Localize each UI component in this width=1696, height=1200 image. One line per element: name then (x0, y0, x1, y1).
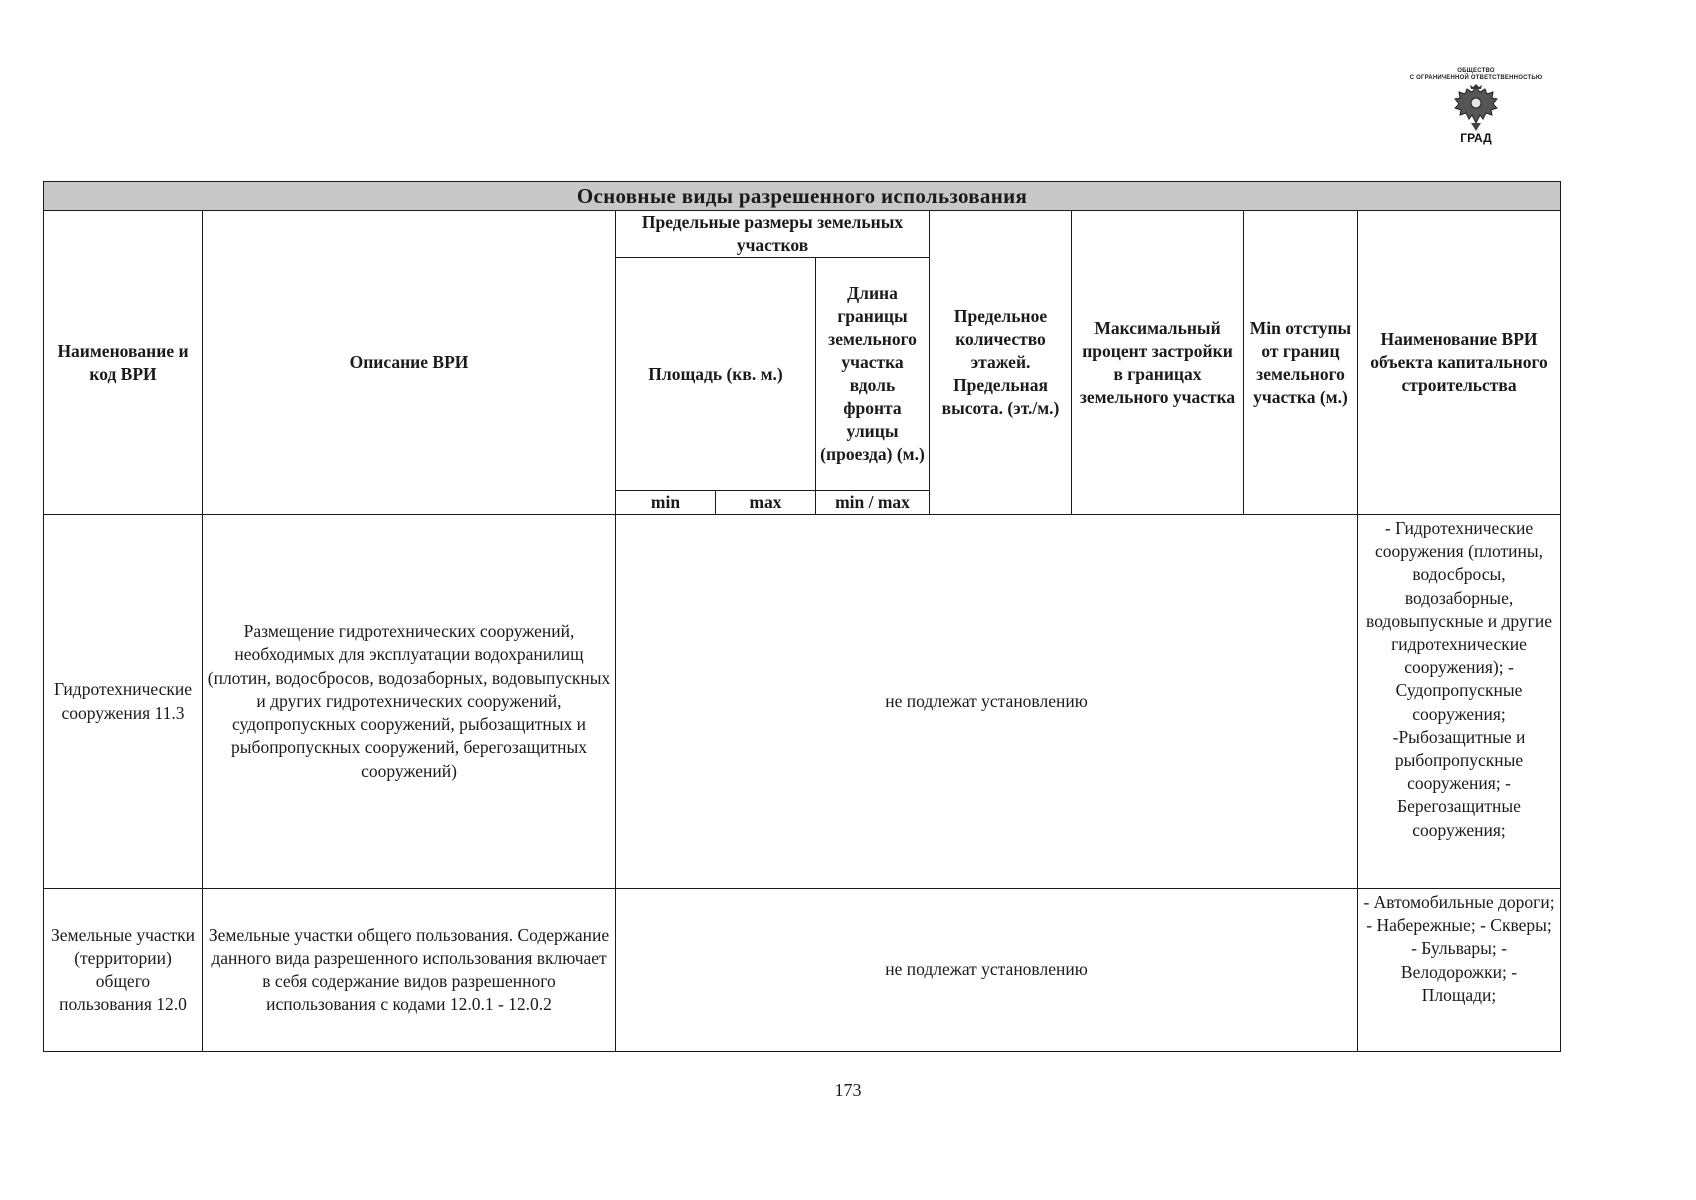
row-name-code: Гидротехнические сооружения 11.3 (44, 515, 203, 889)
page-number: 173 (834, 1080, 862, 1100)
header-frontage: Длина границы земельного участка вдоль фронта улицы (проезда) (м.) (816, 258, 930, 491)
header-floors: Предельное количество этажей. Предельная высота. (эт./м.) (930, 211, 1072, 515)
table-row (44, 889, 1561, 1052)
company-logo (1393, 68, 1559, 156)
table-title: Основные виды разрешенного использования (44, 182, 1561, 211)
logo-name: ГРАД (1460, 131, 1492, 145)
header-description: Описание ВРИ (203, 211, 616, 515)
header-area: Площадь (кв. м.) (616, 258, 816, 491)
row-objects: - Гидротехнические сооружения (плотины, водосбросы, водозаборные, водовыпускные и другие гидротехнические сооружения); - Судопропускные сооружения; -Рыбозащитные и рыбопропускные сооружения; - Берегозащитные сооружения; (1358, 515, 1561, 889)
header-plot-limits: Предельные размеры земельных участков (616, 211, 930, 258)
header-area-max: max (716, 491, 816, 515)
header-min-setbacks: Min отступы от границ земельного участка (м.) (1244, 211, 1358, 515)
header-frontage-min-max: min / max (816, 491, 930, 515)
header-object-name: Наименование ВРИ объекта капитального строительства (1358, 211, 1561, 515)
header-max-coverage: Максимальный процент застройки в границах земельного участка (1072, 211, 1244, 515)
row-limits: не подлежат установлению (616, 515, 1358, 889)
logo-org-line1: ОБЩЕСТВО (1457, 68, 1495, 74)
logo-org-line2: С ОГРАНИЧЕННОЙ ОТВЕТСТВЕННОСТЬЮ (1409, 75, 1543, 81)
table-row (44, 515, 1561, 889)
double-headed-eagle-emblem-icon (1452, 83, 1500, 133)
row-description: Земельные участки общего пользования. Содержание данного вида разрешенного использования включает в себя содержание видов разрешенного использования с кодами 12.0.1 - 12.0.2 (203, 889, 616, 1052)
row-limits: не подлежат установлению (616, 889, 1358, 1052)
row-description: Размещение гидротехнических сооружений, необходимых для эксплуатации водохранилищ (плотин, водосбросов, водозаборных, водовыпускных и других гидротехнических сооружений, судопропускных сооружений, рыбозащитных и рыбопропускных сооружений, берегозащитных сооружений) (203, 515, 616, 889)
permitted-use-table (43, 181, 1561, 1052)
row-objects: - Автомобильные дороги; - Набережные; - Скверы; - Бульвары; - Велодорожки; - Площади; (1358, 889, 1561, 1052)
row-name-code: Земельные участки (территории) общего пользования 12.0 (44, 889, 203, 1052)
header-name-code: Наименование и код ВРИ (44, 211, 203, 515)
header-area-min: min (616, 491, 716, 515)
